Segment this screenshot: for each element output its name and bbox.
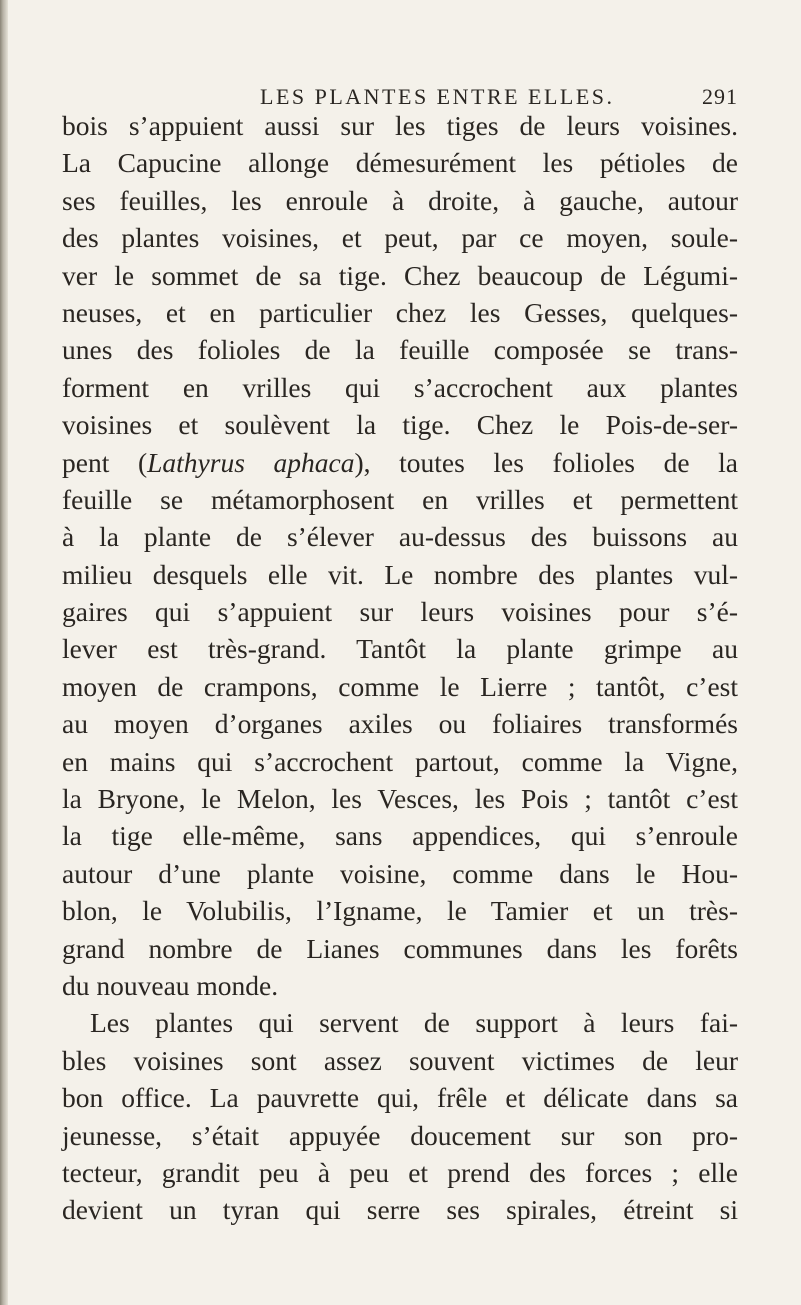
text-line: au moyen d’organes axiles ou foliaires transformés (62, 708, 738, 740)
text-segment: ), toutes les folioles de la (354, 446, 739, 478)
text-line: milieu desquels elle vit. Le nombre des plantes vul- (62, 558, 738, 590)
text-line: autour d’une plante voisine, comme dans le Hou- (62, 857, 738, 889)
text-line: du nouveau monde. (62, 969, 279, 1001)
text-line: La Capucine allonge démesurément les pétioles de (62, 147, 738, 179)
text-line: forment en vrilles qui s’accrochent aux plantes (62, 371, 738, 403)
text-line: ses feuilles, les enroule à droite, à gauche, autour (62, 184, 738, 216)
text-line: bon office. La pauvrette qui, frêle et délicate dans sa (62, 1082, 738, 1114)
text-line: la tige elle-même, sans appendices, qui s’enroule (62, 820, 738, 852)
text-line: unes des folioles de la feuille composée se trans- (62, 334, 738, 366)
text-line: neuses, et en particulier chez les Gesses, quelques- (62, 296, 738, 328)
text-line: la Bryone, le Melon, les Vesces, les Pois ; tantôt c’est (62, 783, 738, 815)
text-line: à la plante de s’élever au-dessus des buissons au (62, 521, 738, 553)
text-line: ver le sommet de sa tige. Chez beaucoup de Légumi- (62, 259, 738, 291)
text-line: feuille se métamorphosent en vrilles et permettent (62, 483, 738, 515)
text-line: bois s’appuient aussi sur les tiges de leurs voisines. (62, 110, 738, 141)
text-line: jeunesse, s’était appuyée doucement sur son pro- (62, 1119, 738, 1151)
text-segment: pent ( (62, 446, 148, 478)
text-line: bles voisines sont assez souvent victimes de leur (62, 1044, 738, 1076)
text-line: Les plantes qui servent de support à leurs fai- (90, 1007, 738, 1039)
text-line: tecteur, grandit peu à peu et prend des forces ; elle (62, 1156, 738, 1188)
text-line: grand nombre de Lianes communes dans les forêts (62, 932, 738, 964)
text-line: moyen de crampons, comme le Lierre ; tantôt, c’est (62, 670, 738, 702)
running-head-title: LES PLANTES ENTRE ELLES. (260, 84, 615, 109)
body-text (62, 107, 738, 1229)
text-line: voisines et soulèvent la tige. Chez le Pois-de-ser- (62, 409, 738, 441)
page-binding-edge (0, 0, 8, 1305)
text-line: gaires qui s’appuient sur leurs voisines pour s’é- (62, 596, 738, 628)
text-line (62, 444, 738, 481)
text-line: en mains qui s’accrochent partout, comme la Vigne, (62, 745, 738, 777)
text-line: devient un tyran qui serre ses spirales, étreint si (62, 1194, 738, 1226)
page-number: 291 (702, 84, 738, 109)
latin-name: Lathyrus aphaca (147, 446, 355, 478)
text-line: des plantes voisines, et peut, par ce moyen, soule- (62, 222, 738, 254)
text-line: blon, le Volubilis, l’Igname, le Tamier et un très- (62, 895, 738, 927)
text-line: lever est très-grand. Tantôt la plante grimpe au (62, 633, 738, 665)
